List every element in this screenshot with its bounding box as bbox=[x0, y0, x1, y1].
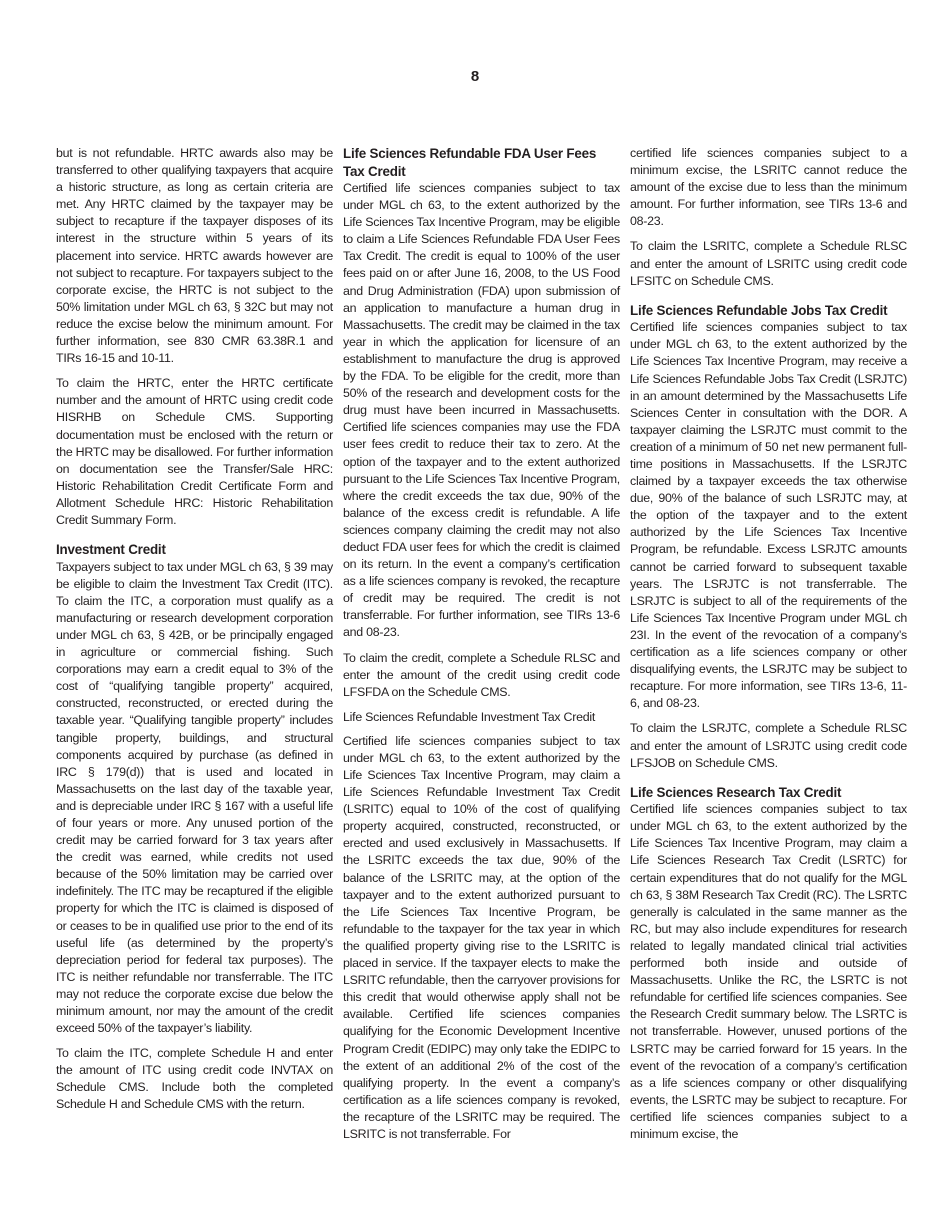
paragraph-lsritc-continued: certified life sciences companies subject to a minimum excise, the LSRITC cannot reduce the amount of the excise due to less than the minimum amount. For further information, see TIRs 13-6 and 08-23. bbox=[630, 146, 907, 229]
heading-investment-credit: Investment Credit bbox=[56, 542, 166, 558]
column-right bbox=[630, 145, 907, 1143]
paragraph-itc-claim: To claim the ITC, complete Schedule H and enter the amount of ITC using credit code INVTAX on Schedule CMS. Include both the completed Schedule H and Schedule CMS with the return. bbox=[56, 1046, 333, 1112]
page-number: 8 bbox=[470, 68, 480, 85]
heading-jobs-tax-credit: Life Sciences Refundable Jobs Tax Credit bbox=[630, 302, 888, 318]
paragraph-itc-description: Taxpayers subject to tax under MGL ch 63, § 39 may be eligible to claim the Investment Tax Credit (ITC). To claim the ITC, a corporation must qualify as a manufacturing or research development corporation under MGL ch 63, § 42B, or be principally engaged in agriculture or commercial fishing. Such corporations may earn a credit equal to 3% of the cost of “qualifying tangible property” acquired, constructed, reconstructed, or erected during the taxable year. “Qualifying tangible property” includes tangible property, buildings, and structural components acquired by purchase (as defined in IRC § 179(d)) that is used and located in Massachusetts on the last day of the taxable year, and is depreciable under IRC § 167 with a useful life of four years or more. Any unused portion of the credit may be carried forward for 3 tax years after the credit was earned, while credits not used because of the 50% limitation may be carried over indefinitely. The ITC may be recaptured if the eligible property for which the ITC is claimed is disposed of or ceases to be in qualified use prior to the end of its useful life (as determined by the property’s depreciation period for federal tax purposes). The ITC is neither refundable nor transferrable. The ITC may not reduce the corporate excise due below the minimum amount, nor may the amount of the credit exceed 50% of the taxpayer’s liability. bbox=[56, 559, 333, 1036]
paragraph-hrtc-refund: but is not refundable. HRTC awards also may be transferred to other qualifying taxpayers that acquire a historic structure, as long as certain criteria are met. Any HRTC claimed by the taxpayer may be subject to recapture if the taxpayer disposes of its interest in the structure within 5 years of its placement into service. HRTC awards however are not subject to recapture. For taxpayers subject to the corporate excise, the HRTC is not subject to the 50% limitation under MGL ch 63, § 32C but may not reduce the excise below the minimum amount. For further information, see 830 CMR 63.38R.1 and TIRs 16-15 and 10-11. bbox=[56, 146, 333, 366]
paragraph-hrtc-claim: To claim the HRTC, enter the HRTC certificate number and the amount of HRTC using credit code HISRHB on Schedule CMS. Supporting documentation must be enclosed with the return or the HRTC may be disallowed. For further information on documentation see the Transfer/Sale HRC: Historic Rehabilitation Credit Certificate Form and Allotment Schedule HRC: Historic Rehabilitation Credit Summary Form. bbox=[56, 376, 333, 527]
paragraph-lsritc-description: Certified life sciences companies subject to tax under MGL ch 63, to the extent authorized by the Life Sciences Tax Incentive Program, may claim a Life Sciences Refundable Investment Tax Credit (LSRITC) equal to 10% of the cost of qualifying property acquired, constructed, reconstructed, or erected and used exclusively in Massachusetts. If the LSRITC exceeds the tax due, 90% of the balance of the LSRITC may, at the option of the taxpayer and to the extent authorized pursuant to the Life Sciences Tax Incentive Program, be refundable to the taxpayer for the tax year in which the qualified property giving rise to the LSRITC is placed in service. If the taxpayer elects to make the LSRITC refundable, then the carryover provisions for this credit that would otherwise apply shall not be available. Certified life sciences companies qualifying for the Economic Development Incentive Program Credit (EDIPC) may only take the EDIPC to the extent of an additional 2% of the cost of the qualifying property. In the event a company’s certification as a life sciences company is revoked, the recapture of the LSRITC may be required. The LSRITC is not transferrable. For bbox=[343, 733, 620, 1141]
column-middle bbox=[343, 145, 620, 1143]
heading-fda-user-fees-credit: Life Sciences Refundable FDA User Fees Tax Credit bbox=[343, 146, 597, 179]
paragraph-fda-description: Certified life sciences companies subject to tax under MGL ch 63, to the extent authorized by the Life Sciences Tax Incentive Program, may be eligible to claim a Life Sciences Refundable FDA User Fees Tax Credit. The credit is equal to 100% of the user fees paid on or after June 16, 2008, to the US Food and Drug Administration (FDA) upon submission of an application to manufacture a human drug in Massachusetts. The credit may be claimed in the tax year in which the application for licensure of an establishment to manufacture the drug is approved by the FDA. To be eligible for the credit, more than 50% of the research and development costs for the drug must have been incurred in Massachusetts. Certified life sciences companies may use the FDA user fees credit to reduce their tax to zero. At the option of the taxpayer and to the extent authorized pursuant to the Life Sciences Tax Incentive Program, where the credit exceeds the tax due, 90% of the balance of the excess credit is refundable. A life sciences company claiming the credit may not also deduct FDA user fees for which the credit is claimed on its return. In the event a company’s certification as a life sciences company is revoked, the recapture of credit may be required. The credit is not transferrable. For further information, see TIRs 13-6 and 08-23. bbox=[343, 181, 620, 640]
heading-investment-tax-credit: Life Sciences Refundable Investment Tax Credit bbox=[343, 709, 596, 724]
paragraph-lsrjtc-claim: To claim the LSRJTC, complete a Schedule RLSC and enter the amount of LSRJTC using credit code LFSJOB on Schedule CMS. bbox=[630, 721, 907, 770]
paragraph-fda-claim: To claim the credit, complete a Schedule RLSC and enter the amount of the credit using credit code LFSFDA on the Schedule CMS. bbox=[343, 650, 620, 699]
paragraph-lsritc-claim: To claim the LSRITC, complete a Schedule RLSC and enter the amount of LSRITC using credit code LFSITC on Schedule CMS. bbox=[630, 239, 907, 288]
column-left bbox=[56, 145, 333, 1114]
paragraph-lsrjtc-description: Certified life sciences companies subject to tax under MGL ch 63, to the extent authorized by the Life Sciences Tax Incentive Program, may receive a Life Sciences Refundable Jobs Tax Credit (LSRJTC) in an amount determined by the Massachusetts Life Sciences Center in consultation with the DOR. A taxpayer claiming the LSRJTC must commit to the creation of a minimum of 50 net new permanent full-time positions in Massachusetts. If the LSRJTC claimed by a taxpayer exceeds the tax otherwise due, 90% of the balance of such LSRJTC may, at the option of the taxpayer and to the extent authorized by the Life Sciences Tax Incentive Program, be refundable. Excess LSRJTC amounts cannot be carried forward to subsequent taxable years. The LSRJTC is not transferrable. The LSRJTC is subject to all of the requirements of the Life Sciences Tax Incentive Program under MGL ch 23I. In the event of the revocation of a company’s certification as a life sciences company or other disqualifying events, the LSRJTC may be subject to recapture. For more information, see TIRs 13-6, 11-6, and 08-23. bbox=[630, 320, 907, 711]
heading-research-tax-credit: Life Sciences Research Tax Credit bbox=[630, 784, 842, 800]
paragraph-lsrtc-description: Certified life sciences companies subject to tax under MGL ch 63, to the extent authorized by the Life Sciences Tax Incentive Program, may claim a Life Sciences Research Tax Credit (LSRTC) for certain expenditures that do not qualify for the MGL ch 63, § 38M Research Tax Credit (RC). The LSRTC generally is calculated in the same manner as the RC, but may also include expenditures for research related to legally mandated clinical trial activities performed both inside and outside of Massachusetts. Unlike the RC, the LSRTC is not refundable for certified life sciences companies. See the Research Credit summary below. The LSRTC is not transferrable. However, unused portions of the LSRTC may be carried forward for 15 years. In the event of the revocation of a company’s certification as a life sciences company or other disqualifying events, the LSRTC may be subject to recapture. For certified life sciences companies subject to a minimum excise, the bbox=[630, 802, 907, 1141]
